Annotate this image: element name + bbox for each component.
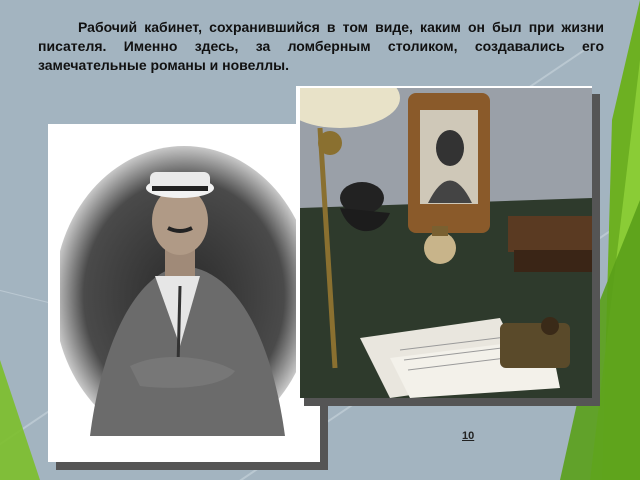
slide-caption: Рабочий кабинет, сохранившийся в том виде, каким он был при жизни писателя. Именно здесь, за ломберным столиком, создавались его замечательные романы и новеллы. (38, 19, 604, 73)
portrait-photo (60, 136, 308, 436)
desk-photo-art (300, 88, 592, 398)
portrait-photo-art (60, 136, 308, 436)
page-number: 10 (462, 430, 475, 442)
desk-photo (300, 88, 592, 398)
